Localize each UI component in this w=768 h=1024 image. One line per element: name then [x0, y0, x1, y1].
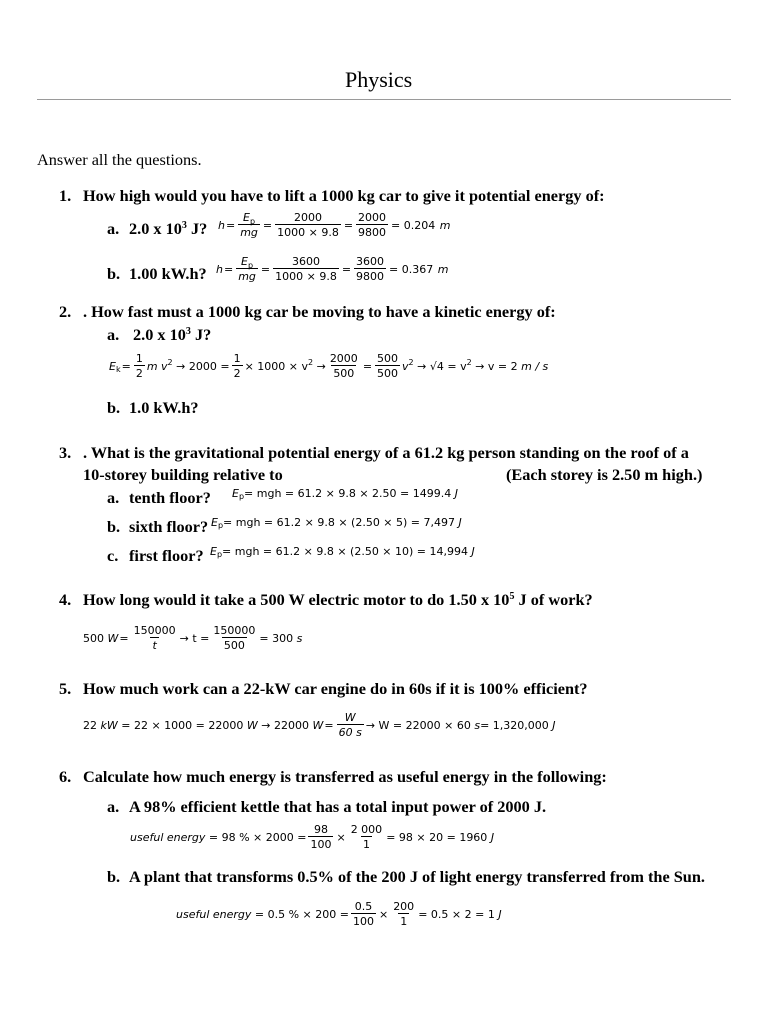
question-4-text: How long would it take a 500 W electric motor to do 1.50 x $10^5$ J of work?: [83, 590, 593, 609]
page-title: Physics: [345, 67, 413, 92]
question-2-number: 2.: [59, 302, 72, 321]
question-3-text-line2: 10-storey building relative to: [83, 465, 283, 484]
question-6a-label: a.: [107, 797, 120, 816]
question-2b-label: b.: [107, 398, 121, 417]
question-3-text: . What is the gravitational potential energy of a 61.2 kg person standing on the roof of a: [83, 443, 689, 462]
question-3a-label: a.: [107, 488, 120, 507]
question-3-number: 3.: [59, 443, 72, 462]
question-1a-working: h = $\frac{E_p}{mg}$ = $\frac{2000}{1000 \times 9.8}$ = $\frac{2000}{9800}$ = 0.204 m: [218, 211, 451, 239]
question-3b-label: b.: [107, 517, 121, 536]
question-3c-working: E $_p$ = mgh = 61.2 × 9.8 × (2.50 × 10) = 14,994 J: [210, 545, 475, 559]
question-3b-working: E $_p$ = mgh = 61.2 × 9.8 × (2.50 × 5) = 7,497 J: [211, 516, 462, 530]
question-4-working: 500 W = $\frac{150000}{t}$ → t = $\frac{150000}{500}$ = 300 s: [83, 624, 303, 652]
question-1-text: How high would you have to lift a 1000 kg car to give it potential energy of:: [83, 186, 605, 205]
question-1b-working: h = $\frac{E_p}{mg}$ = $\frac{3600}{1000 \times 9.8}$ = $\frac{3600}{9800}$ = 0.367 m: [216, 255, 449, 283]
question-3c-label: c.: [107, 546, 119, 565]
question-3b-text: sixth floor?: [129, 517, 209, 536]
question-3c-text: first floor?: [129, 546, 204, 565]
instructions: Answer all the questions.: [37, 150, 202, 169]
question-4-number: 4.: [59, 590, 72, 609]
question-3a-text: tenth floor?: [129, 488, 211, 507]
question-1-number: 1.: [59, 186, 72, 205]
question-2a-label: a.: [107, 325, 120, 344]
question-6b-text: A plant that transforms 0.5% of the 200 J of light energy transferred from the Sun.: [129, 867, 705, 886]
question-2a-working: E $_k$ = $\frac{1}{2}$ m v $^2$ → 2000 = $\frac{1}{2}$ × 1000 × v $^2$ → $\frac{2000}{500}$ = $\frac{500}{500}$ v $^2$ → √4 = v $^2$ → v = 2 m / s: [109, 352, 549, 380]
title-divider: [37, 99, 731, 100]
question-6a-working: useful energy = 98 % × 2000 = $\frac{98}{100}$ × $\frac{2 000}{1}$ = 98 × 20 = 1960 J: [130, 823, 495, 851]
question-3a-working: E $_p$ = mgh = 61.2 × 9.8 × 2.50 = 1499.4 J: [232, 487, 458, 501]
question-3-note: (Each storey is 2.50 m high.): [506, 465, 703, 484]
question-2b-text: 1.0 kW.h?: [129, 398, 199, 417]
question-2a-text: 2.0 x $10^3$ J?: [133, 325, 212, 344]
question-6b-working: useful energy = 0.5 % × 200 = $\frac{0.5}{100}$ × $\frac{200}{1}$ = 0.5 × 2 = 1 J: [176, 900, 502, 928]
question-1a-label: a.: [107, 219, 120, 238]
question-1b-label: b.: [107, 264, 121, 283]
question-6-text: Calculate how much energy is transferred as useful energy in the following:: [83, 767, 607, 786]
question-6a-text: A 98% efficient kettle that has a total input power of 2000 J.: [129, 797, 547, 816]
question-5-text: How much work can a 22-kW car engine do in 60s if it is 100% efficient?: [83, 679, 588, 698]
question-6b-label: b.: [107, 867, 121, 886]
question-5-number: 5.: [59, 679, 72, 698]
question-6-number: 6.: [59, 767, 72, 786]
question-1b-text: 1.00 kW.h?: [129, 264, 207, 283]
question-5-working: 22 kW = 22 × 1000 = 22000 W → 22000 W = $\frac{W}{60 s}$ → W = 22000 × 60 s = 1,320,000 J: [83, 711, 556, 739]
question-2-text: . How fast must a 1000 kg car be moving to have a kinetic energy of:: [83, 302, 556, 321]
question-1a-text: 2.0 x $10^3$ J?: [129, 219, 208, 238]
